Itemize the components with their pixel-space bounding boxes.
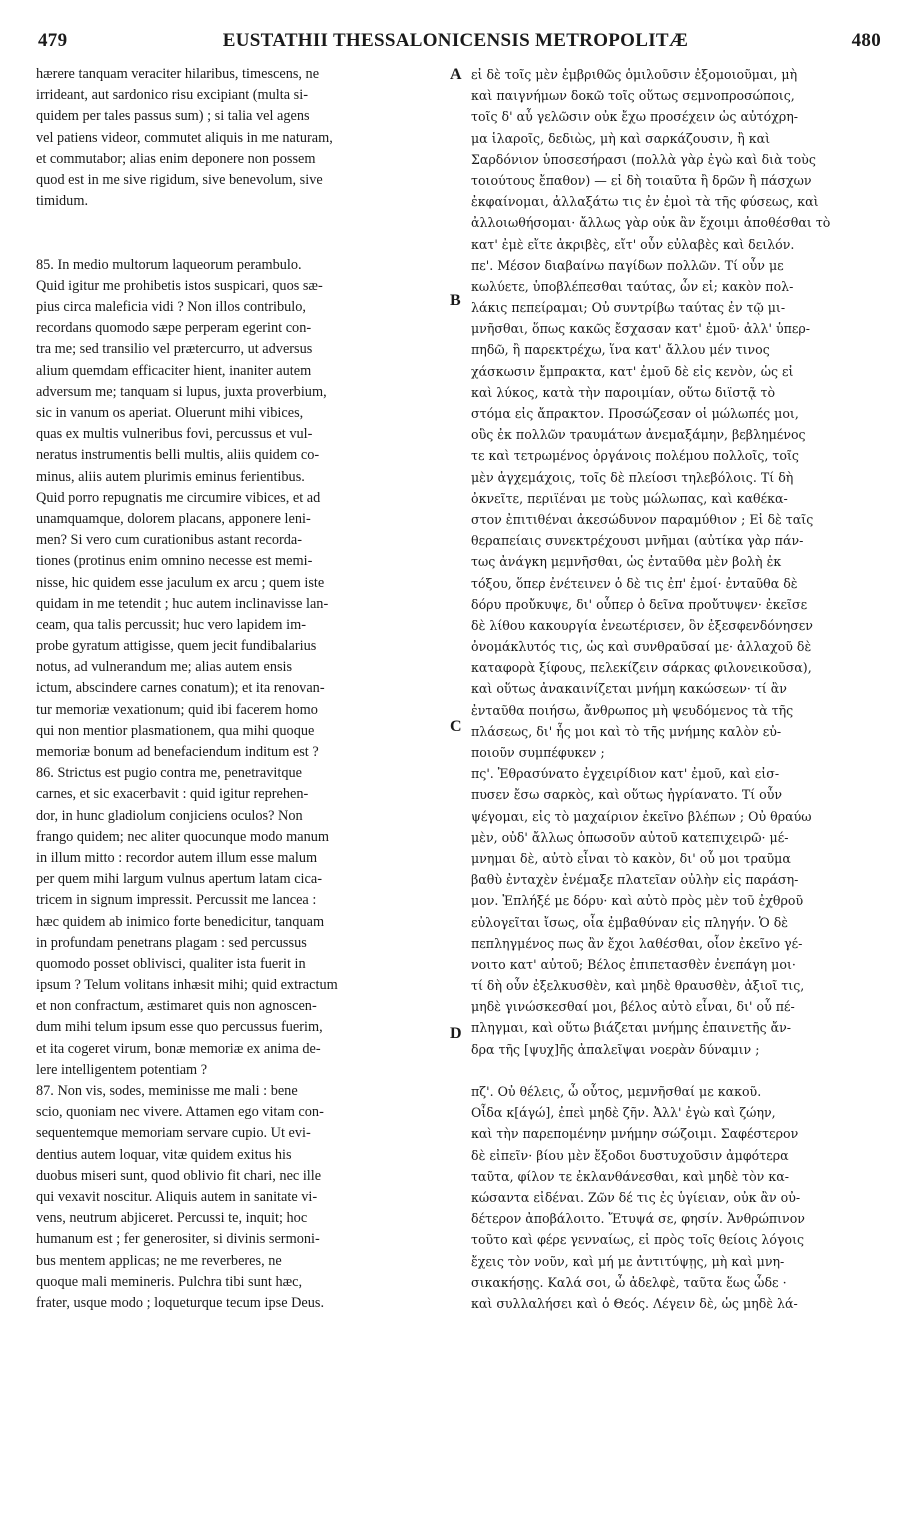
latin-text-line: neratus instrumentis belli multis, aliis quidem co- xyxy=(36,447,320,464)
latin-text-line: dentius autem loquar, vitæ quidem exitus his xyxy=(36,1146,292,1163)
greek-column xyxy=(471,64,877,1314)
greek-text-line: εὐλογεῖται ἴσως, οἷα ἐμβαθύναν εἰς πληγήν. Ὁ δὲ xyxy=(471,914,789,930)
greek-text-line: τως ἀνάγκη μεμνῆσθαι, ὡς ἐνταῦθα μὲν βολὴ ἐκ xyxy=(471,554,782,570)
greek-text-line: ἀλλοιωθήσομαι· ἄλλως γὰρ οὐκ ἂν ἔχοιμι ἀποθέσθαι τὸ xyxy=(471,215,831,231)
latin-text-line: quod est in me sive rigidum, sive benevolum, sive xyxy=(36,171,323,188)
latin-text-line: lere intelligentem potentiam ? xyxy=(36,1061,208,1078)
latin-text-line: tra me; sed transilio vel prætercurro, ut adversus xyxy=(36,341,313,358)
greek-text-line: μον. Ἐπλήξέ με δόρυ· καὶ αὐτὸ πρὸς μὲν τοῦ ἐχθροῦ xyxy=(471,893,804,909)
greek-text-line: τί δὴ οὖν ἐξελκυσθὲν, καὶ μηδὲ θραυσθὲν, ἀξιοῖ τις, xyxy=(471,978,805,994)
latin-text-line: quomodo posset oblivisci, qualiter ista fuerit in xyxy=(36,955,306,972)
latin-text-line: Quid porro repugnatis me circumire vibices, et ad xyxy=(36,489,321,506)
latin-text-line: hæc quidem ab inimico forte benedicitur, tanquam xyxy=(36,913,325,930)
greek-text-line: εἰ δὲ τοῖς μὲν ἐμβριθῶς ὁμιλοῦσιν ἐξομοιοῦμαι, μὴ xyxy=(471,67,798,82)
latin-text-line: carnes, et sic exacerbavit : quid igitur reprehen- xyxy=(36,786,309,803)
latin-text-line: tricem in signum impressit. Percussit me lancea : xyxy=(36,892,317,909)
greek-text-line: πε'. Μέσον διαβαίνω παγίδων πολλῶν. Τί οὖν με xyxy=(471,257,784,273)
greek-text-line: ἐκφαίνομαι, ἀλλαξάτω τις ἐν ἐμοὶ τὰ τῆς φύσεως, καὶ xyxy=(471,194,819,210)
greek-text-line: ἔχεις τὸν νοῦν, καὶ μή με ἀντιτύψῃς, μὴ καὶ μνη- xyxy=(471,1253,785,1269)
latin-text-line: vens, neutrum abjiceret. Percussi te, inquit; hoc xyxy=(36,1210,308,1227)
greek-text-line: μνημαι δὲ, αὐτὸ εἶναι τὸ κακὸν, δι' οὗ μοι τραῦμα xyxy=(471,850,791,866)
latin-column xyxy=(36,64,446,1314)
greek-text-line: τοιούτους ἔπαθον) — εἰ δὴ τοιαῦτα ἢ δρῶν ἢ πάσχων xyxy=(471,172,812,188)
greek-text-line: τόξου, ὅπερ ἐνέτεινεν ὁ δὲ τις ἐπ' ἐμοί· ἐνταῦθα δὲ xyxy=(471,575,798,591)
latin-text-line: minus, aliis autem plurimis eminus ferientibus. xyxy=(36,468,305,485)
latin-text-line: adversum me; tanquam si lupus, juxta proverbium, xyxy=(36,383,327,400)
margin-marker-d: D xyxy=(450,1025,462,1042)
latin-text-line: frango quidem; nec aliter quocunque modo manum xyxy=(36,828,330,845)
greek-text-line: δέτερον ἀποβάλοιτο. Ἔτυψά σε, φησίν. Ἀνθρώπινον xyxy=(471,1211,805,1227)
greek-text-line: νοιτο κατ' αὐτοῦ; Βέλος ἐπιπετασθὲν ἐνεπάγη μοι· xyxy=(471,956,796,972)
greek-text-line: πς'. Ἐθρασύνατο ἐγχειρίδιον κατ' ἐμοῦ, καὶ εἰσ- xyxy=(471,766,780,782)
greek-text-line: πυσεν ἔσω σαρκὸς, καὶ οὕτως ἠγρίανατο. Τί οὖν xyxy=(471,787,783,803)
latin-text-line: quidam in me tetendit ; huc autem inclinavisse lan- xyxy=(36,595,329,612)
latin-text-line: et non confractum, æstimaret quis non agnoscen- xyxy=(36,998,317,1015)
latin-text-line: in profundam penetrans plagam : sed percussus xyxy=(36,934,307,951)
latin-text-line: hærere tanquam veraciter hilaribus, timescens, ne xyxy=(36,66,320,82)
greek-text-line: δὲ λίθου κακουργία ἐνεωτέρισεν, ὃν ἐξεσφενδόνησεν xyxy=(471,617,813,633)
latin-text-line: 87. Non vis, sodes, meminisse me mali : bene xyxy=(36,1083,298,1099)
latin-text-line: vel patiens videor, commutet aliquis in me naturam, xyxy=(36,129,333,146)
greek-text-line: στον ἐπιτιθέναι ἀκεσώδυνον παραμύθιον ; Εἰ δὲ ταῖς xyxy=(471,511,814,527)
greek-text-line: καὶ οὕτως ἀνακαινίζεται μνήμη κακώσεων· τί ἂν xyxy=(471,681,787,697)
running-title: EUSTATHII THESSALONICENSIS METROPOLITÆ xyxy=(222,30,689,51)
greek-text-line: πλάσεως, δι' ἧς μοι καὶ τὸ τῆς μνήμης καλὸν εὐ- xyxy=(471,723,782,739)
greek-text-line: ταῦτα, φίλον τε ἐκλανθάνεσθαι, καὶ μηδὲ τὸν κα- xyxy=(471,1168,789,1184)
latin-text-line: irrideant, aut sardonico risu excipiant (multa si- xyxy=(36,87,308,104)
greek-text-line: Σαρδόνιον ὑποσεσήρασι (πολλὰ γὰρ ἐγὼ καὶ διὰ τοὺς xyxy=(471,151,816,167)
greek-text-line: κωλύετε, ὑποβλέπεσθαι ταύτας, ὧν εἰ; κακὸν πολ- xyxy=(471,278,794,294)
running-header xyxy=(24,30,887,60)
greek-text-line: πζ'. Οὐ θέλεις, ὦ οὗτος, μεμνῆσθαί με κακοῦ. xyxy=(471,1084,762,1099)
latin-text-line: ceam, qua talis percussit; huc vero lapidem im- xyxy=(36,616,306,633)
latin-text-line: dor, in hunc gladiolum conjiciens oculos? Non xyxy=(36,807,303,824)
greek-text-line: ὀνομάκλυτός τις, ὡς καὶ συνθραῦσαί με· ἀλλαχοῦ δὲ xyxy=(471,639,812,655)
latin-text-line: quidem per tales passus sum) ; si talia vel agens xyxy=(36,108,310,125)
greek-text-line: τοῖς δ' αὖ γελῶσιν οὐκ ἔχω προσέχειν ὡς αὐτόχρη- xyxy=(471,109,799,125)
greek-text-line: θεραπείαις συνεκτρέχουσι μνῆμαι (αὐτίκα γὰρ πάν- xyxy=(471,533,804,549)
latin-text-line: qui non mentior plasmationem, qua mihi quoque xyxy=(36,722,315,739)
latin-text-line: humanum est ; fer generositer, si divinis sermoni- xyxy=(36,1231,320,1248)
latin-text-line: qui vexavit noscitur. Aliquis autem in sanitate vi- xyxy=(36,1188,318,1205)
page-number-left: 479 xyxy=(38,30,68,51)
latin-text-line: 86. Strictus est pugio contra me, penetravitque xyxy=(36,765,303,782)
latin-text-line: duobus miseri sunt, quod oblivio fit chari, nec ille xyxy=(36,1167,322,1184)
latin-text-line: men? Si vero cum curationibus astant recorda- xyxy=(36,532,302,549)
latin-text-line: Quid igitur me prohibetis istos suspicari, quos sæ- xyxy=(36,277,323,294)
latin-text-line xyxy=(36,234,446,255)
latin-text-line: et ita cogeret virum, bonæ memoriæ ex anima de- xyxy=(36,1040,321,1057)
greek-text-line: μηδὲ γινώσκεσθαί μοι, βέλος αὐτὸ εἶναι, δι' οὗ πέ- xyxy=(471,999,795,1015)
latin-text-line: memoriæ bonum ad benefaciendum inditum est ? xyxy=(36,744,319,760)
greek-text-line xyxy=(471,1060,877,1081)
latin-text-line: tur memoriæ vexationum; quid ibi facerem homo xyxy=(36,701,318,718)
greek-text-line: ποιοῦν συμπέφυκεν ; xyxy=(471,745,605,760)
latin-text-line: frater, usque modo ; loqueturque tecum ipse Deus. xyxy=(36,1294,325,1311)
latin-text-line xyxy=(36,212,446,233)
greek-text-line: καὶ συλλαλήσει καὶ ὁ Θεός. Λέγειν δὲ, ὡς μηδὲ λά- xyxy=(471,1295,798,1311)
greek-text-line: καταφορὰ ξίφους, πελεκίζειν σάρκας φιλονεικοῦσα), xyxy=(471,660,812,676)
greek-text-line: οὓς ἐκ πολλῶν τραυμάτων ἀνεμαξάμην, βεβλημένος xyxy=(471,427,806,443)
greek-text-line: καὶ παιγνήμων δοκῶ τοῖς οὕτως σεμνοπροσώποις, xyxy=(471,88,795,104)
greek-text-line: χάσκωσιν ἔμπρακτα, κατ' ἐμοῦ δὲ εἰς κενὸν, ὡς εἰ xyxy=(471,363,794,379)
margin-marker-a: A xyxy=(450,66,462,83)
latin-text-line: scio, quoniam nec vivere. Attamen ego vitam con- xyxy=(36,1104,324,1121)
greek-text-line: ὀκνεῖτε, περιϊέναι με τοὺς μώλωπας, καὶ καθέκα- xyxy=(471,490,788,506)
latin-text-line: et commutabor; alias enim deponere non possem xyxy=(36,150,316,167)
greek-text-line: λάκις πεπείραμαι; Οὐ συντρίβω ταύτας ἐν τῷ μι- xyxy=(471,300,786,316)
latin-text-line: sequentemque memoriam servare cupio. Ut evi- xyxy=(36,1125,311,1142)
greek-text-line: πληγμαι, καὶ οὕτω βιάζεται μνήμης ἐπαινετῆς ἄν- xyxy=(471,1020,792,1036)
greek-text-line: μνῆσθαι, ὅπως κακῶς ἔσχασαν κατ' ἐμοῦ· ἀλλ' ὑπερ- xyxy=(471,321,811,337)
latin-text-line: pius circa maleficia vidi ? Non illos contribulo, xyxy=(36,299,306,316)
greek-text-line: κατ' ἐμὲ εἴτε ἀκριβὲς, εἴτ' οὖν εὐλαβὲς καὶ δειλόν. xyxy=(471,236,795,252)
greek-text-line: δόρυ προὔκυψε, δι' οὗπερ ὁ δεῖνα προὔτυψεν· ἐκεῖσε xyxy=(471,596,808,612)
greek-text-line: σικακήσῃς. Καλά σοι, ὦ ἀδελφὲ, ταῦτα ἕως ὧδε · xyxy=(471,1274,787,1290)
greek-text-line: στόμα εἰς ἄπρακτον. Προσώζεσαν οἱ μώλωπές μοι, xyxy=(471,406,799,421)
greek-text-line: καὶ λύκος, κατὰ τὴν παροιμίαν, οὕτω διϊστᾷ τὸ xyxy=(471,384,776,400)
latin-text-line: quoque mali memineris. Pulchra tibi sunt hæc, xyxy=(36,1273,303,1290)
greek-text-line: τοῦτο καὶ φέρε γενναίως, εἰ πρὸς τοῖς θείοις λόγοις xyxy=(471,1232,805,1248)
latin-text-line: alium quemdam efficaciter hient, inaniter autem xyxy=(36,362,312,379)
greek-text-line: μὲν, οὐδ' ἄλλως ὁπωσοῦν αὐτοῦ κατεπιχειρῶ· μέ- xyxy=(471,829,789,845)
greek-text-line: πηδῶ, ἢ παρεκτρέχω, ἵνα κατ' ἄλλου μέν τινος xyxy=(471,342,770,358)
greek-text-line: πεπληγμένος πως ἂν ἔχοι λαθέσθαι, οἷον ἐκεῖνο γέ- xyxy=(471,935,803,951)
latin-text-line: ictum, abscindere carnes conatum); et ita renovan- xyxy=(36,680,325,697)
greek-text-line: μὲν ἀγχεμάχοις, τοῖς δὲ πλείοσι τηλεβόλοις. Τί δὴ xyxy=(471,469,794,485)
latin-text-line: tiones (protinus enim omnino necesse est memi- xyxy=(36,553,313,570)
latin-text-line: probe gyratum attigisse, quem jecit fundibalarius xyxy=(36,638,317,655)
margin-marker-b: B xyxy=(450,292,461,309)
greek-text-line: Οἶδα κ[άγώ], ἐπεὶ μηδὲ ζῆν. Ἀλλ' ἐγὼ καὶ ζώην, xyxy=(471,1105,776,1121)
latin-text-line: unamquamque, dolorem placans, apponere leni- xyxy=(36,510,311,527)
latin-text-line: per quem mihi largum vulnus apertum latam cica- xyxy=(36,871,322,888)
greek-text-line: βαθὺ ἐνταχὲν ἐνέμαξε πλατεῖαν οὐλὴν εἰς παράση- xyxy=(471,872,799,888)
greek-text-line: μα ἱλαροῖς, δεδιὼς, μὴ καὶ σαρκάζουσιν, ἢ καὶ xyxy=(471,130,771,146)
margin-marker-c: C xyxy=(450,718,462,735)
page-number-right: 480 xyxy=(851,30,881,51)
latin-text-line: nisse, hic quidem esse jaculum ex arcu ; quem iste xyxy=(36,574,325,591)
latin-text-line: ipsum ? Telum volitans inhæsit mihi; quid extractum xyxy=(36,977,338,994)
latin-text-line: bus mentem applicas; ne me reverberes, ne xyxy=(36,1252,282,1269)
latin-text-line: notus, ad vulnerandum me; alias autem ensis xyxy=(36,659,293,676)
greek-text-line: ψέγομαι, εἰς τὸ μαχαίριον ἐκεῖνο βλέπων ; Οὐ θραύω xyxy=(471,808,812,824)
greek-text-line: τε καὶ τετρωμένος ὀργάνοις πολέμου πολλοῖς, τοῖς xyxy=(471,448,799,464)
greek-text-line: καὶ τὴν παρεπομένην μνήμην σώζοιμι. Σαφέστερον xyxy=(471,1126,799,1142)
greek-text-line: δρα τῆς [ψυχ]ῆς ἀπαλεῖψαι νοερὰν δύναμιν ; xyxy=(471,1041,760,1057)
greek-text-line: ἐνταῦθα ποιήσω, ἄνθρωπος μὴ ψευδόμενος τὰ τῆς xyxy=(471,702,794,718)
greek-text-line: κώσαντα εἰδέναι. Ζῶν δέ τις ἐς ὑγίειαν, οὐκ ἂν οὐ- xyxy=(471,1189,801,1205)
latin-text-line: recordans quomodo sæpe perperam egerint con- xyxy=(36,320,312,337)
latin-text-line: in illum mitto : recordor autem illum esse malum xyxy=(36,849,318,866)
latin-text-line: 85. In medio multorum laqueorum perambulo. xyxy=(36,256,302,273)
latin-text-line: timidum. xyxy=(36,193,89,210)
latin-text-line: dum mihi telum ipsum esse quo percussus fuerim, xyxy=(36,1019,323,1036)
greek-text-line: δὲ εἰπεῖν· βίου μὲν ἔξοδοι δυστυχοῦσιν ἀμφότερα xyxy=(471,1147,789,1163)
latin-text-line: sic in vanum os aperiat. Oluerunt mihi vibices, xyxy=(36,405,304,421)
latin-text-line: quas ex multis vulneribus fovi, percussus et vul- xyxy=(36,426,313,443)
